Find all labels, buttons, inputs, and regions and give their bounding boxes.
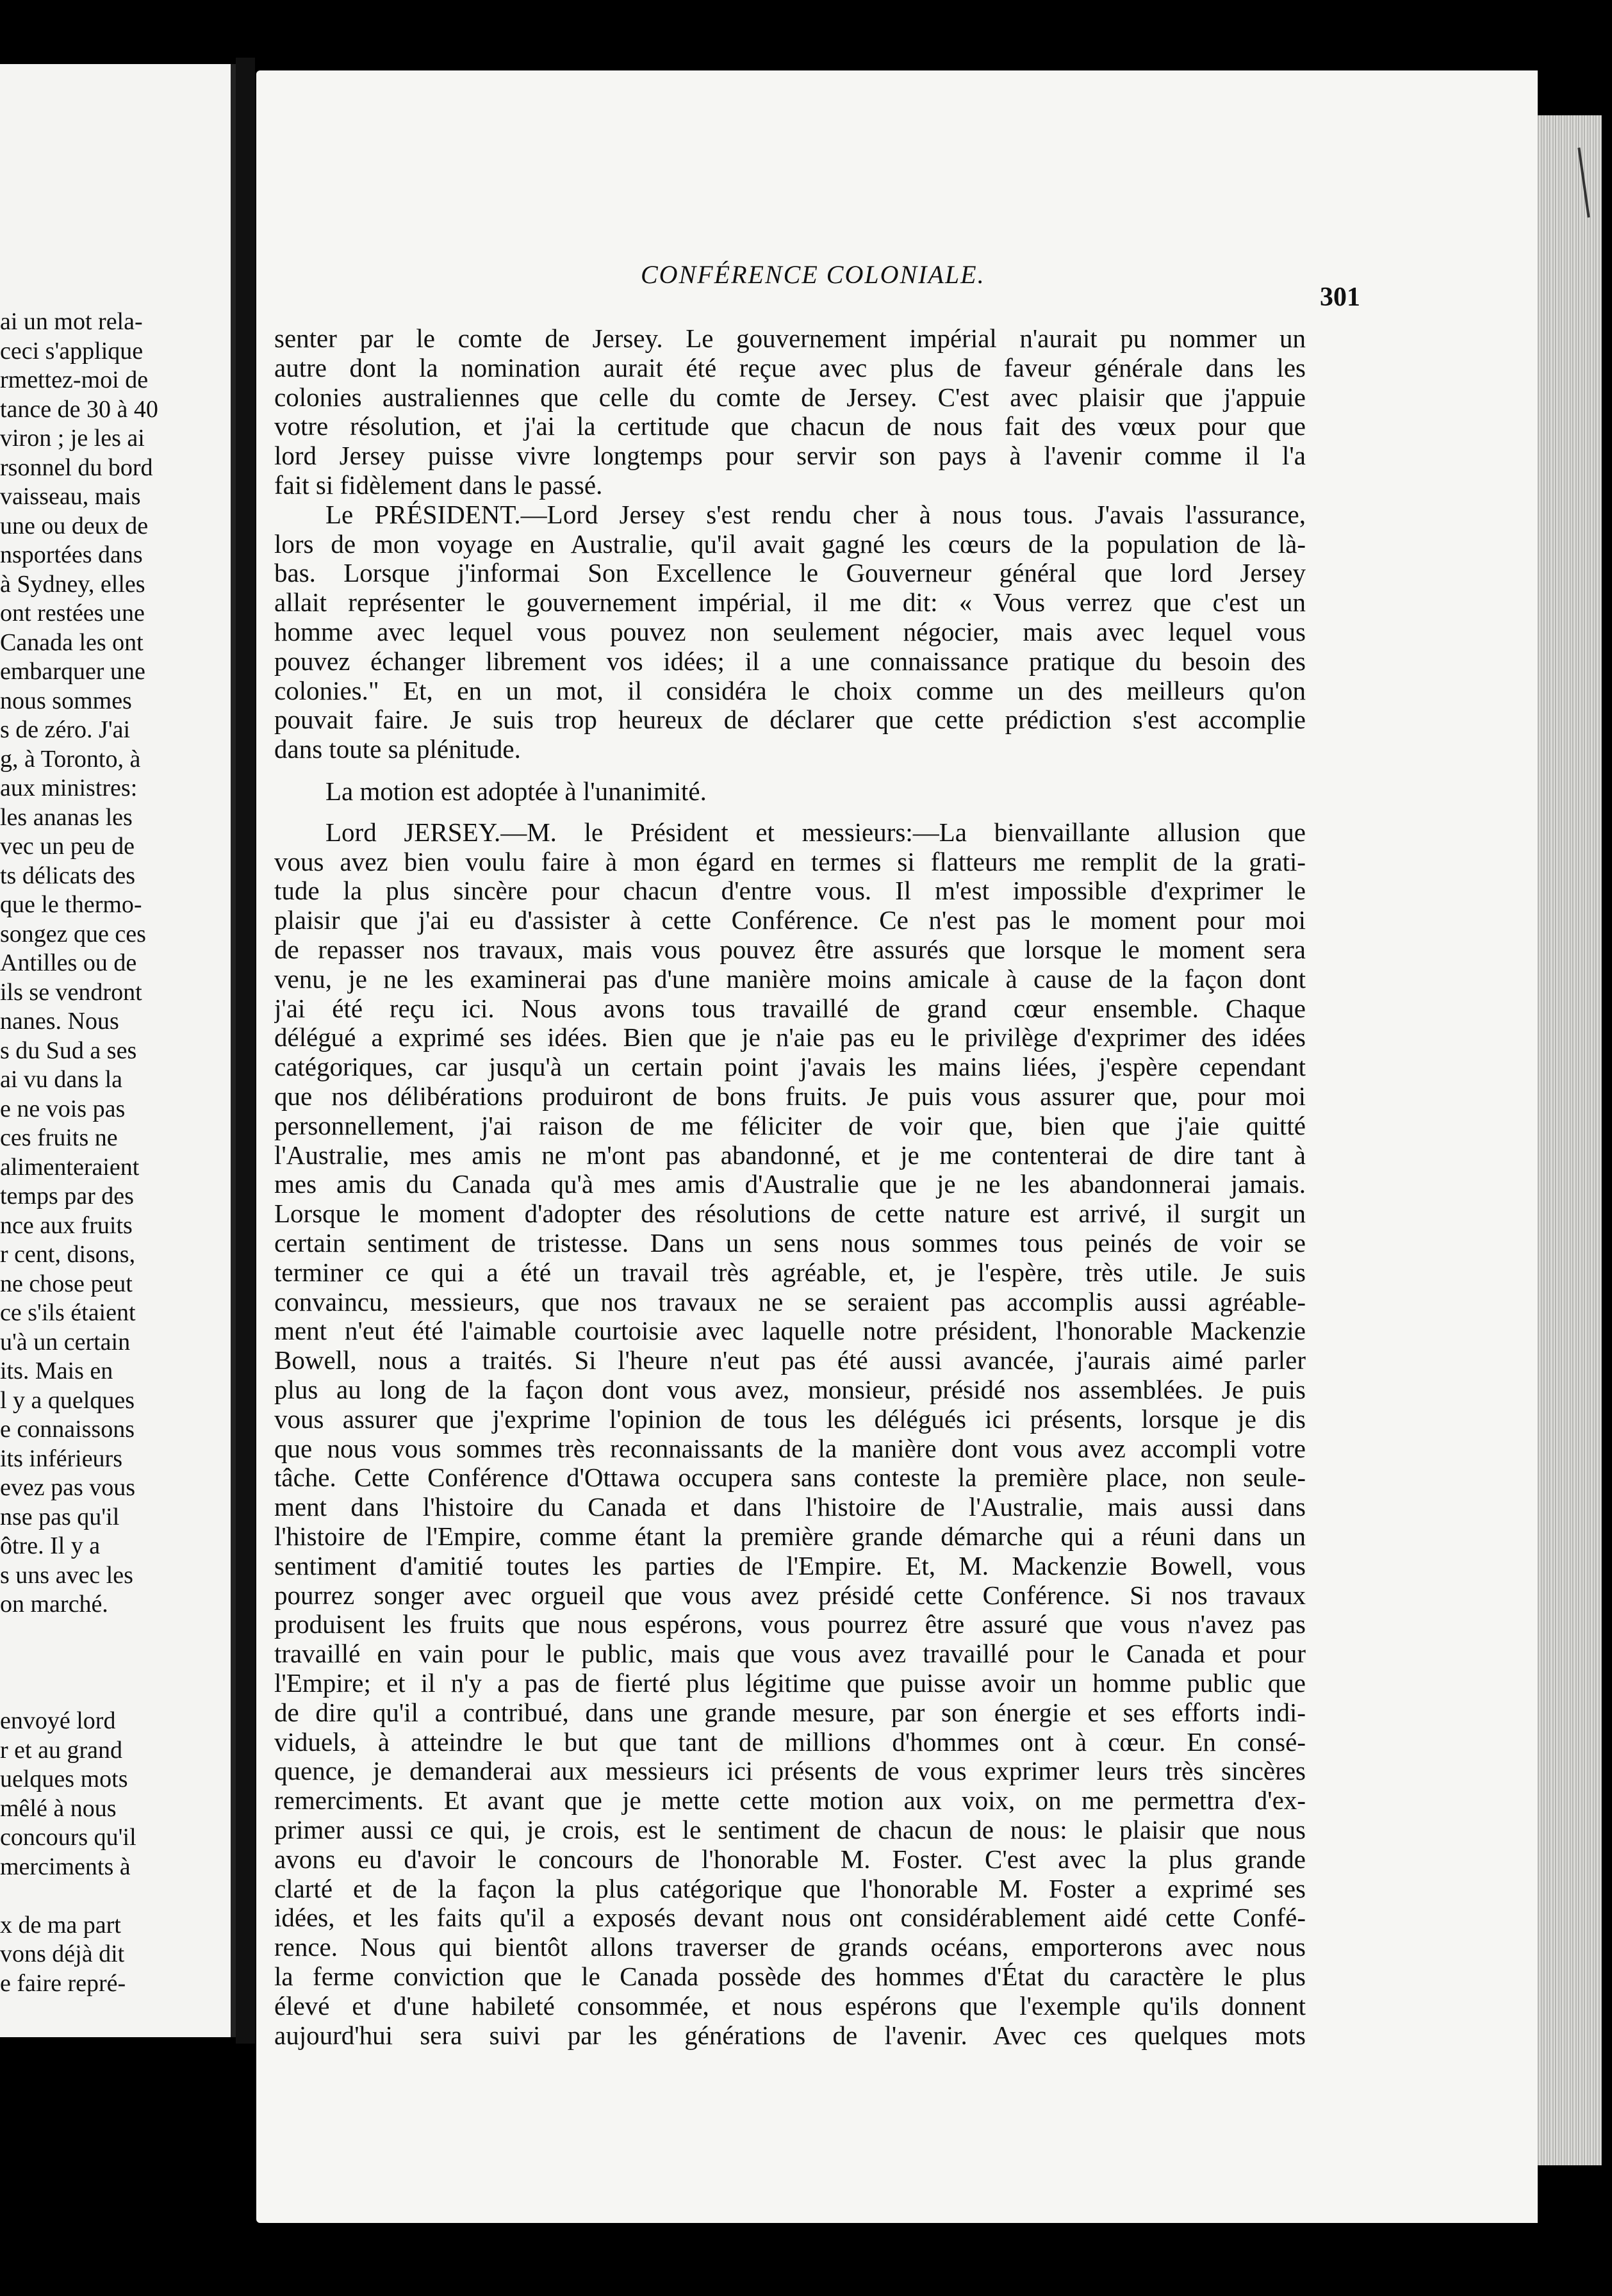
body-line: viduels, à atteindre le but que tant de millions d'hommes ont à cœur. En consé- [274, 1726, 1306, 1757]
facing-page-line: vons déjà dit [0, 1940, 125, 1967]
body-line: avons eu d'avoir le concours de l'honorable M. Foster. C'est avec la plus grande [274, 1844, 1306, 1874]
body-line: votre résolution, et j'ai la certitude que chacun de nous fait des vœux pour que [274, 411, 1306, 441]
book-gutter [236, 58, 255, 2044]
body-line: mes amis du Canada qu'à mes amis d'Australie que je ne les abandonnerai jamais. [274, 1169, 1306, 1199]
facing-page-line: songez que ces [0, 920, 146, 947]
facing-page-line: ont restées une [0, 600, 145, 627]
facing-page-line: r cent, disons, [0, 1241, 136, 1268]
body-line: tâche. Cette Conférence d'Ottawa occupera sans conteste la première place, non seule- [274, 1463, 1306, 1493]
body-line: La motion est adoptée à l'unanimité. [325, 776, 707, 806]
facing-page-line: que le thermo- [0, 891, 142, 918]
body-line: dans toute sa plénitude. [274, 734, 521, 764]
body-line: Lorsque le moment d'adopter des résolutions de cette nature est arrivé, il surgit un [274, 1199, 1306, 1229]
facing-page-line: nce aux fruits [0, 1211, 133, 1239]
facing-page-fragment [0, 64, 236, 2037]
facing-page-line: viron ; je les ai [0, 425, 145, 452]
facing-page-line: nous sommes [0, 687, 132, 714]
facing-page-line: evez pas vous [0, 1474, 136, 1501]
body-line: que nos délibérations produiront de bons fruits. Je puis vous assurer que, pour moi [274, 1081, 1306, 1111]
facing-page-line: nsportées dans [0, 541, 143, 568]
facing-page-line: vec un peu de [0, 833, 135, 860]
body-line: que nous vous sommes très reconnaissants de la manière dont vous avez accompli votre [274, 1433, 1306, 1463]
facing-page-line: ne chose peut [0, 1270, 133, 1297]
body-line: primer aussi ce qui, je crois, est le sentiment de chacun de nous: le plaisir que nous [274, 1815, 1306, 1844]
facing-page-line: its inférieurs [0, 1445, 123, 1472]
body-line: plaisir que j'ai eu d'assister à cette Conférence. Ce n'est pas le moment pour moi [274, 905, 1306, 935]
facing-page-line: Antilles ou de [0, 949, 137, 976]
facing-page-line: alimenteraient [0, 1153, 140, 1181]
facing-page-line: on marché. [0, 1591, 108, 1618]
body-line: la ferme conviction que le Canada possède des hommes d'État du caractère le plus [274, 1962, 1306, 1991]
facing-page-line: ce s'ils étaient [0, 1299, 136, 1326]
body-line: allait représenter le gouvernement impérial, il me dit: « Vous verrez que c'est un [274, 587, 1306, 618]
facing-page-line: ils se vendront [0, 978, 142, 1006]
facing-page-line: ces fruits ne [0, 1124, 118, 1151]
page-number: 301 [1320, 283, 1360, 312]
body-line: fait si fidèlement dans le passé. [274, 470, 603, 500]
facing-page-line: g, à Toronto, à [0, 745, 141, 773]
body-line: clarté et de la façon la plus catégorique que l'honorable M. Foster a exprimé ses [274, 1873, 1306, 1903]
body-line: aujourd'hui sera suivi par les générations de l'avenir. Avec ces quelques mots [274, 2020, 1306, 2050]
body-line: Bowell, nous a traités. Si l'heure n'eut pas été aussi avancée, j'aurais aimé parler [274, 1345, 1306, 1375]
body-line: j'ai été reçu ici. Nous avons tous travaillé de grand cœur ensemble. Chaque [274, 993, 1306, 1023]
body-line: plus au long de la façon dont vous avez, monsieur, présidé nos assemblées. Je puis [274, 1375, 1306, 1404]
facing-page-line: s du Sud a ses [0, 1037, 137, 1064]
body-line: pouvez échanger librement vos idées; il a une connaissance pratique du besoin des [274, 646, 1306, 676]
facing-page-line: nse pas qu'il [0, 1503, 120, 1530]
facing-page-line: r et au grand [0, 1736, 122, 1764]
facing-page-line: rmettez-moi de [0, 366, 149, 393]
facing-page-line: Canada les ont [0, 628, 144, 656]
facing-page-line: ts délicats des [0, 862, 136, 889]
facing-page-line: embarquer une [0, 658, 145, 685]
body-line: sentiment d'amitié toutes les parties de l'Empire. Et, M. Mackenzie Bowell, vous [274, 1550, 1306, 1580]
facing-page-line: uelques mots [0, 1766, 128, 1792]
body-line: convaincu, messieurs, que nos travaux ne se seraient pas accomplis aussi agréable- [274, 1286, 1306, 1316]
body-line: pourrez songer avec orgueil que vous avez présidé cette Conférence. Si nos travaux [274, 1580, 1306, 1610]
facing-page-line: temps par des [0, 1183, 134, 1210]
body-line: terminer ce qui a été un travail très agréable, et, je l'espère, très utile. Je suis [274, 1257, 1306, 1287]
body-line: lors de mon voyage en Australie, qu'il avait gagné les cœurs de la population de là- [274, 529, 1306, 559]
body-line: l'Australie, mes amis ne m'ont pas abandonné, et je me contenterai de dire tant à [274, 1140, 1306, 1170]
body-line: de dire qu'il a contribué, dans une grande mesure, par son énergie et ses efforts indi- [274, 1697, 1306, 1727]
body-line: Le PRÉSIDENT.—Lord Jersey s'est rendu cher à nous tous. J'avais l'assurance, [325, 499, 1306, 529]
facing-page-line: une ou deux de [0, 512, 149, 539]
facing-page-line: vaisseau, mais [0, 483, 141, 510]
body-line: vous avez bien voulu faire à mon égard en termes si flatteurs me remplit de la grati- [274, 846, 1306, 876]
body-line: quence, je demanderai aux messieurs ici présents de vous exprimer leurs très sincères [274, 1756, 1306, 1786]
body-line: remerciments. Et avant que je mette cette motion aux voix, on me permettra d'ex- [274, 1785, 1306, 1816]
facing-page-line: ôtre. Il y a [0, 1532, 101, 1559]
facing-page-line: e ne vois pas [0, 1095, 126, 1122]
body-line: lord Jersey puisse vivre longtemps pour servir son pays à l'avenir comme il l'a [274, 441, 1306, 471]
body-line: colonies australiennes que celle du comte de Jersey. C'est avec plaisir que j'appuie [274, 382, 1306, 412]
body-line: ment n'eut été l'aimable courtoisie avec laquelle notre président, l'honorable Mackenzie [274, 1316, 1306, 1346]
facing-page-line: aux ministres: [0, 775, 138, 801]
body-line: certain sentiment de tristesse. Dans un sens nous sommes tous peinés de voir se [274, 1228, 1306, 1258]
page-edges [1538, 115, 1602, 2165]
facing-page-line: rsonnel du bord [0, 454, 153, 481]
facing-page-line: e connaissons [0, 1416, 135, 1443]
facing-page-line: x de ma part [0, 1911, 121, 1939]
facing-page-line: merciments à [0, 1853, 131, 1880]
body-line: personnellement, j'ai raison de me féliciter de voir que, bien que j'aie quitté [274, 1110, 1306, 1140]
body-line: tude la plus sincère pour chacun d'entre vous. Il m'est impossible d'exprimer le [274, 876, 1306, 906]
body-line: venu, je ne les examinerai pas d'une manière moins amicale à cause de la façon dont [274, 964, 1306, 994]
facing-page-line: its. Mais en [0, 1357, 113, 1384]
facing-page-line: l y a quelques [0, 1386, 135, 1414]
body-line: l'histoire de l'Empire, comme étant la première grande démarche qui a réuni dans un [274, 1521, 1306, 1551]
facing-page-line: tance de 30 à 40 [0, 395, 158, 423]
body-line: produisent les fruits que nous espérons, vous pourrez être assuré que vous n'avez pas [274, 1609, 1306, 1639]
body-line: bas. Lorsque j'informai Son Excellence le Gouverneur général que lord Jersey [274, 558, 1306, 588]
facing-page-line: ai un mot rela- [0, 308, 143, 335]
facing-page-line: e faire repré- [0, 1969, 126, 1997]
facing-page-line: s uns avec les [0, 1561, 133, 1589]
body-line: Lord JERSEY.—M. le Président et messieurs:—La bienvaillante allusion que [325, 817, 1306, 847]
body-line: l'Empire; et il n'y a pas de fierté plus légitime que puisse avoir un homme public que [274, 1668, 1306, 1698]
body-line: vous assurer que j'exprime l'opinion de tous les délégués ici présents, lorsque je dis [274, 1404, 1306, 1434]
body-line: travaillé en vain pour le public, mais que vous avez travaillé pour le Canada et pour [274, 1639, 1306, 1669]
facing-page-line: envoyé lord [0, 1707, 116, 1734]
facing-page-line: concours qu'il [0, 1824, 136, 1851]
facing-page-line: nanes. Nous [0, 1008, 119, 1035]
body-line: catégoriques, car jusqu'à un certain point j'avais les mains liées, j'espère cependant [274, 1052, 1306, 1082]
body-line: colonies." Et, en un mot, il considéra le choix comme un des meilleurs qu'on [274, 675, 1306, 705]
body-line: idées, et les faits qu'il a exposés devant nous ont considérablement aidé cette Confé- [274, 1903, 1306, 1933]
facing-page-line: s de zéro. J'ai [0, 716, 131, 743]
facing-page-line: les ananas les [0, 803, 133, 831]
body-line: rence. Nous qui bientôt allons traverser de grands océans, emporterons avec nous [274, 1932, 1306, 1962]
body-line: de repasser nos travaux, mais vous pouvez être assurés que lorsque le moment sera [274, 935, 1306, 964]
body-line: senter par le comte de Jersey. Le gouvernement impérial n'aurait pu nommer un [274, 324, 1306, 353]
body-line: homme avec lequel vous pouvez non seulement négocier, mais avec lequel vous [274, 617, 1306, 646]
facing-page-line: ai vu dans la [0, 1066, 123, 1093]
facing-page-line: u'à un certain [0, 1328, 131, 1356]
body-line: élevé et d'une habileté consommée, et nous espérons que l'exemple qu'ils donnent [274, 1990, 1306, 2021]
facing-page-line: ceci s'applique [0, 337, 144, 365]
facing-page-line: à Sydney, elles [0, 570, 145, 598]
body-line: pouvait faire. Je suis trop heureux de déclarer que cette prédiction s'est accomplie [274, 705, 1306, 735]
running-title: CONFÉRENCE COLONIALE. [641, 260, 985, 289]
body-line: délégué a exprimé ses idées. Bien que je n'aie pas eu le privilège d'exprimer des idées [274, 1022, 1306, 1053]
body-line: autre dont la nomination aurait été reçue avec plus de faveur générale dans les [274, 352, 1306, 382]
body-line: ment dans l'histoire du Canada et dans l'histoire de l'Australie, mais aussi dans [274, 1492, 1306, 1522]
facing-page-line: mêlé à nous [0, 1794, 117, 1822]
